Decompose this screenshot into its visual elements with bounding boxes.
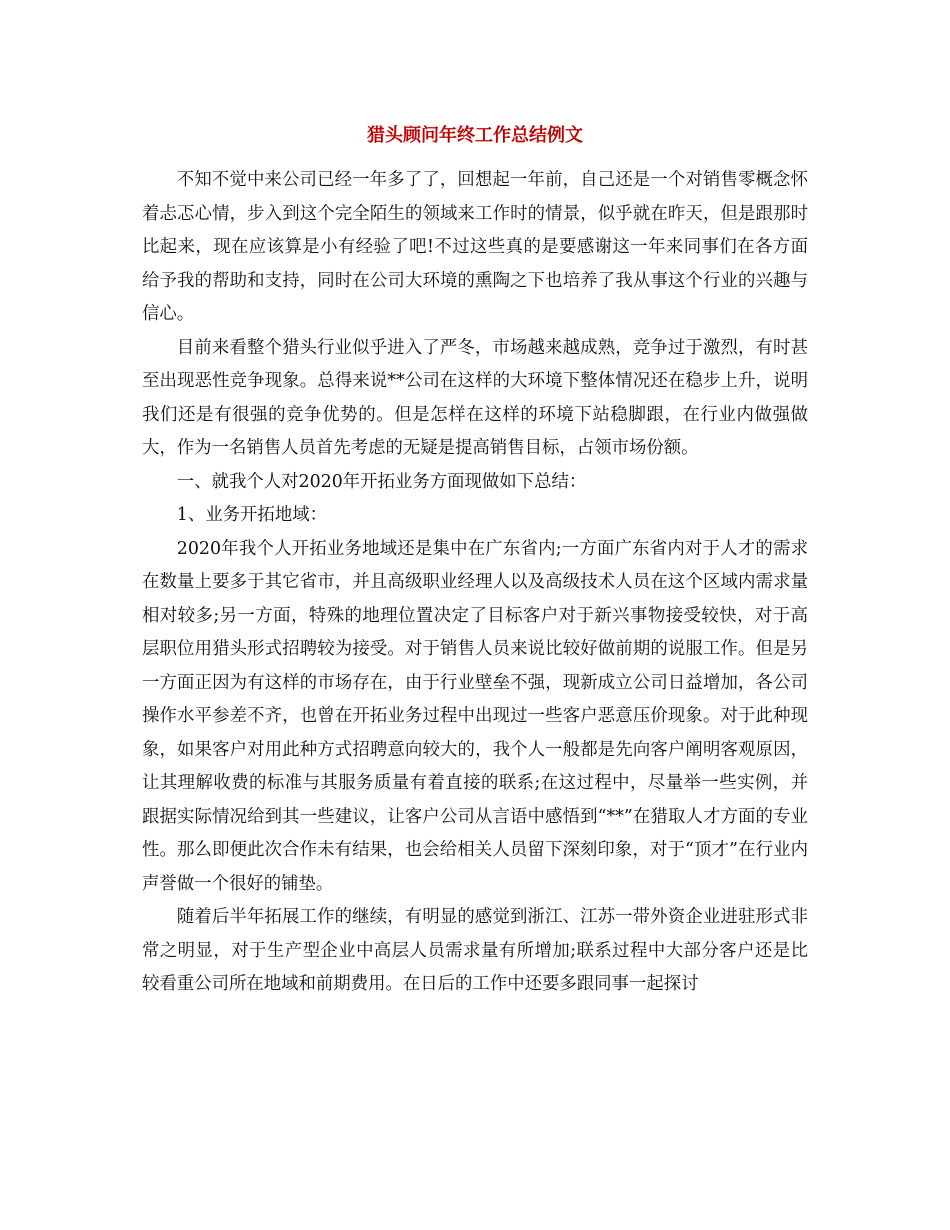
paragraph-second-half: 随着后半年拓展工作的继续，有明显的感觉到浙江、江苏一带外资企业进驻形式非常之明显，对于生产型企业中高层人员需求量有所增加;联系过程中大部分客户还是比较看重公司所在地域和前期费用。在日后的工作中还要多跟同事一起探讨	[142, 907, 808, 994]
paragraph-region: 2020年我个人开拓业务地域还是集中在广东省内;一方面广东省内对于人才的需求在数量上要多于其它省市，并且高级职业经理人以及高级技术人员在这个区域内需求量相对较多;另一方面，特殊的地理位置决定了目标客户对于新兴事物接受较快，对于高层职位用猎头形式招聘较为接受。对于销售人员来说比较好做前期的说服工作。但是另一方面正因为有这样的市场存在，由于行业壁垒不强，现新成立公司日益增加，各公司操作水平参差不齐，也曾在开拓业务过程中出现过一些客户恶意压价现象。对于此种现象，如果客户对用此种方式招聘意向较大的，我个人一般都是先向客户阐明客观原因，让其理解收费的标准与其服务质量有着直接的联系;在这过程中，尽量举一些实例，并跟据实际情况给到其一些建议，让客户公司从言语中感悟到“**”在猎取人才方面的专业性。那么即便此次合作未有结果，也会给相关人员留下深刻印象，对于“顶才”在行业内声誉做一个很好的铺垫。	[142, 538, 808, 894]
section-heading-summary: 一、就我个人对2020年开拓业务方面现做如下总结：	[176, 471, 587, 492]
paragraph-intro: 不知不觉中来公司已经一年多了了，回想起一年前，自己还是一个对销售零概念怀着忐忑心情，步入到这个完全陌生的领域来工作时的情景，似乎就在昨天，但是跟那时比起来，现在应该算是小有经验了吧!不过这些真的是要感谢这一年来同事们在各方面给予我的帮助和支持，同时在公司大环境的熏陶之下也培养了我从事这个行业的兴趣与信心。	[142, 170, 808, 324]
document-body	[142, 164, 808, 1002]
subheading-region: 1、业务开拓地域：	[176, 505, 327, 525]
paragraph-industry: 目前来看整个猎头行业似乎进入了严冬，市场越来越成熟，竞争过于激烈，有时甚至出现恶性竞争现象。总得来说**公司在这样的大环境下整体情况还在稳步上升，说明我们还是有很强的竞争优势的。但是怎样在这样的环境下站稳脚跟，在行业内做强做大，作为一名销售人员首先考虑的无疑是提高销售目标，占领市场份额。	[142, 337, 808, 458]
document-title: 猎头顾问年终工作总结例文	[367, 125, 583, 146]
